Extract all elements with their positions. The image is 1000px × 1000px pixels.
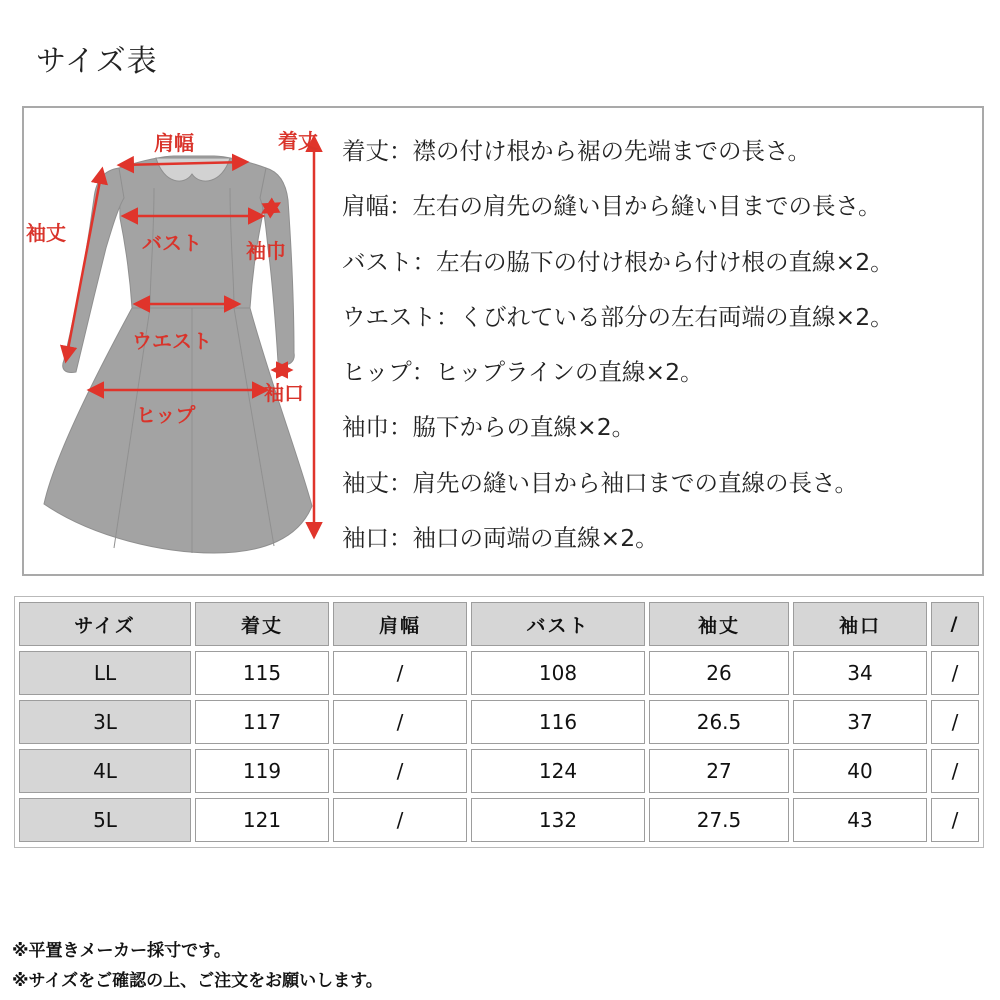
measurement-definitions (342, 124, 982, 566)
cell: 121 (195, 798, 329, 842)
table-row (19, 798, 979, 842)
cell: / (931, 700, 979, 744)
label-shoulder: 肩幅 (154, 131, 194, 155)
definition-length: 着丈：襟の付け根から裾の先端までの長さ。 (342, 137, 812, 165)
header-sleeve-length: 袖丈 (649, 602, 789, 646)
label-sleeve-width: 袖巾 (246, 239, 286, 263)
cell: 26.5 (649, 700, 789, 744)
label-sleeve-length: 袖丈 (26, 221, 66, 245)
cell: 40 (793, 749, 927, 793)
header-shoulder: 肩幅 (333, 602, 467, 646)
table-header-row (19, 602, 979, 646)
definition-shoulder: 肩幅：左右の肩先の縫い目から縫い目までの長さ。 (342, 192, 882, 221)
note-measurement: ※平置きメーカー採寸です。 (12, 941, 231, 961)
header-bust: バスト (471, 602, 645, 646)
size-diagram (22, 106, 984, 576)
definition-waist: ウエスト：くびれている部分の左右両端の直線×2。 (342, 302, 894, 331)
label-hip: ヒップ (136, 403, 196, 427)
cell: 26 (649, 651, 789, 695)
table-row (19, 700, 979, 744)
table-row (19, 749, 979, 793)
header-size: サイズ (19, 602, 191, 646)
cell: / (931, 798, 979, 842)
cell: 4L (19, 749, 191, 793)
page-title: サイズ表 (36, 44, 158, 79)
definition-hip: ヒップ：ヒップラインの直線×2。 (342, 358, 704, 387)
size-table (14, 596, 984, 848)
label-waist: ウエスト (132, 329, 212, 353)
cell: / (333, 749, 467, 793)
cell: 43 (793, 798, 927, 842)
header-extra: / (931, 602, 979, 646)
cell: LL (19, 651, 191, 695)
definition-bust: バスト：左右の脇下の付け根から付け根の直線×2。 (342, 247, 894, 276)
table-row (19, 651, 979, 695)
cell: 108 (471, 651, 645, 695)
cell: 115 (195, 651, 329, 695)
cell: 37 (793, 700, 927, 744)
cell: / (333, 651, 467, 695)
cell: 117 (195, 700, 329, 744)
cell: 5L (19, 798, 191, 842)
label-bust: バスト (142, 231, 202, 255)
cell: 124 (471, 749, 645, 793)
cell: 27.5 (649, 798, 789, 842)
header-cuff: 袖口 (793, 602, 927, 646)
cell: 132 (471, 798, 645, 842)
cell: 27 (649, 749, 789, 793)
header-length: 着丈 (195, 602, 329, 646)
cell: / (333, 798, 467, 842)
cell: 3L (19, 700, 191, 744)
cell: 119 (195, 749, 329, 793)
definition-cuff: 袖口：袖口の両端の直線×2。 (342, 524, 659, 553)
cell: / (931, 651, 979, 695)
label-length: 着丈 (278, 129, 318, 153)
cell: / (333, 700, 467, 744)
cell: 116 (471, 700, 645, 744)
definition-sleeve-length: 袖丈：肩先の縫い目から袖口までの直線の長さ。 (342, 468, 859, 497)
note-confirm: ※サイズをご確認の上、ご注文をお願いします。 (12, 971, 383, 991)
cell: 34 (793, 651, 927, 695)
dress-right-sleeve (260, 168, 294, 365)
cell: / (931, 749, 979, 793)
label-cuff: 袖口 (264, 381, 304, 405)
definition-sleeve-width: 袖巾：脇下からの直線×2。 (342, 413, 636, 442)
